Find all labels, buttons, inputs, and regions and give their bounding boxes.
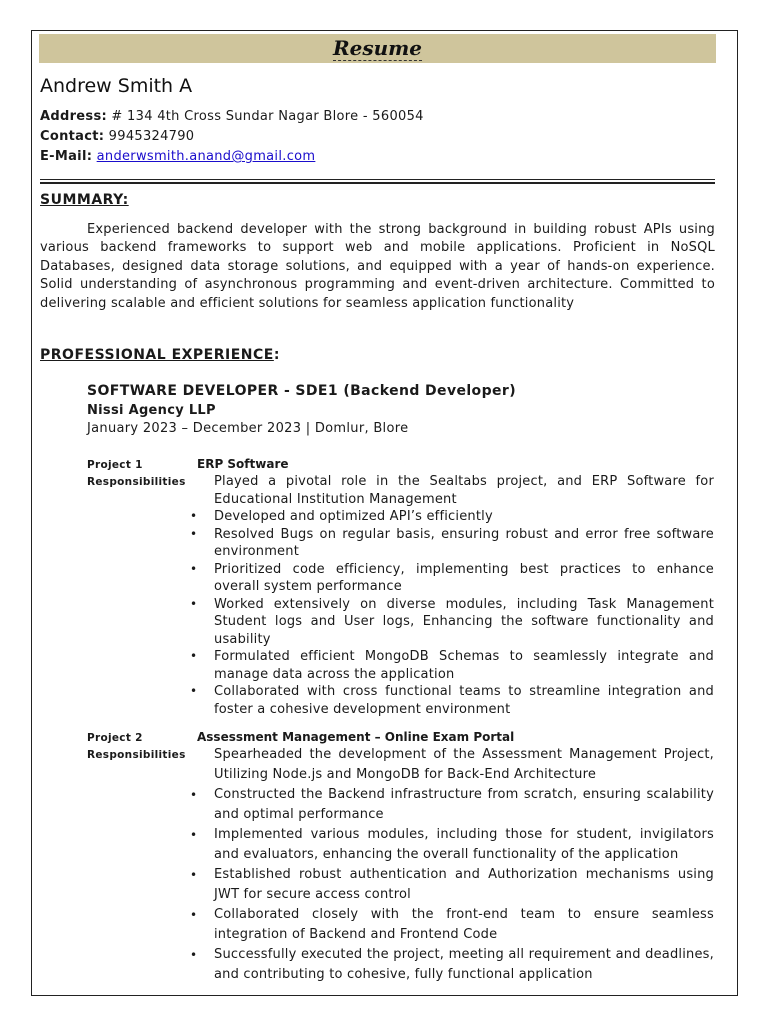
job-title: SOFTWARE DEVELOPER - SDE1 (Backend Developer)	[87, 383, 516, 399]
project-2-responsibilities-label: Responsibilities	[87, 749, 186, 761]
project-2-name: Assessment Management – Online Exam Portal	[197, 730, 515, 744]
contact-label: Contact:	[40, 129, 105, 144]
list-item: • Collaborated with cross functional teams to streamline integration and foster a cohesive development environment	[214, 683, 714, 718]
experience-heading	[40, 347, 280, 363]
resume-page	[31, 30, 738, 996]
experience-heading-colon: :	[273, 347, 280, 363]
list-item: • Worked extensively on diverse modules, including Task Management Student logs and User logs, Enhancing the software functionality and usability	[214, 596, 714, 649]
divider-bottom	[40, 182, 715, 184]
list-item: • Constructed the Backend infrastructure from scratch, ensuring scalability and optimal performance	[214, 785, 714, 825]
contact-value: 9945324790	[108, 129, 195, 144]
project-2-bullets	[214, 785, 714, 985]
list-item: • Collaborated closely with the front-end team to ensure seamless integration of Backend and Frontend Code	[214, 905, 714, 945]
email-line	[40, 149, 315, 164]
address-label: Address:	[40, 109, 107, 124]
list-item: • Formulated efficient MongoDB Schemas to seamlessly integrate and manage data across the application	[214, 648, 714, 683]
address-line	[40, 109, 424, 124]
project-1-name: ERP Software	[197, 457, 289, 471]
email-label: E-Mail:	[40, 149, 93, 164]
list-item: • Developed and optimized API’s efficiently	[214, 508, 714, 526]
company-name: Nissi Agency LLP	[87, 403, 216, 418]
project-2-label: Project 2	[87, 732, 143, 744]
candidate-name: Andrew Smith A	[40, 75, 193, 97]
project-1-bullets	[214, 508, 714, 718]
list-item: • Resolved Bugs on regular basis, ensuring robust and error free software environment	[214, 526, 714, 561]
list-item: • Prioritized code efficiency, implementing best practices to enhance overall system performance	[214, 561, 714, 596]
summary-body: Experienced backend developer with the strong background in building robust APIs using various backend frameworks to support web and mobile applications. Proficient in NoSQL Databases, designed data storage solutions, and equipped with a year of hands-on experience. Solid understanding of asynchronous programming and event-driven architecture. Committed to delivering scalable and efficient solutions for seamless application functionality	[40, 222, 715, 311]
project-2-lead: Spearheaded the development of the Assessment Management Project, Utilizing Node.js and MongoDB for Back-End Architecture	[214, 747, 714, 782]
project-1-label: Project 1	[87, 459, 143, 471]
email-link[interactable]: anderwsmith.anand@gmail.com	[96, 149, 316, 164]
project-1-responsibilities-label: Responsibilities	[87, 476, 186, 488]
summary-text	[40, 221, 715, 313]
contact-line	[40, 129, 194, 144]
resume-title-banner	[39, 34, 716, 63]
divider-top	[40, 179, 715, 180]
address-value: # 134 4th Cross Sundar Nagar Blore - 560054	[111, 109, 424, 124]
experience-heading-text: PROFESSIONAL EXPERIENCE	[40, 347, 274, 363]
project-1-lead: Played a pivotal role in the Sealtabs project, and ERP Software for Educational Institution Management	[214, 474, 714, 507]
job-dates-location: January 2023 – December 2023 | Domlur, Blore	[87, 421, 409, 436]
resume-title: Resume	[332, 36, 423, 60]
list-item: • Successfully executed the project, meeting all requirement and deadlines, and contributing to cohesive, fully functional application	[214, 945, 714, 985]
list-item: • Established robust authentication and Authorization mechanisms using JWT for secure access control	[214, 865, 714, 905]
list-item: • Implemented various modules, including those for student, invigilators and evaluators, enhancing the overall functionality of the application	[214, 825, 714, 865]
summary-heading: SUMMARY:	[40, 192, 129, 208]
